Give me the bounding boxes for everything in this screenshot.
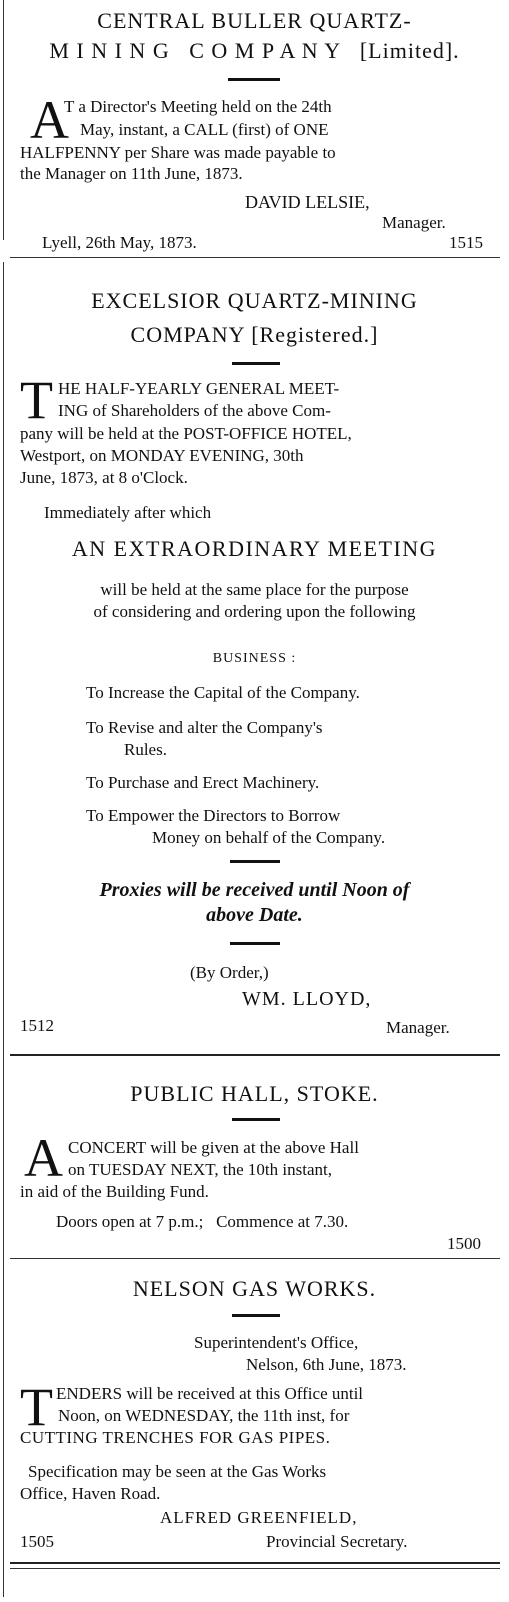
ad3-doors: Doors open at 7 p.m.; Commence at 7.30. [56,1212,349,1231]
ad2-dash-3 [230,942,280,945]
ad4-line3: CUTTING TRENCHES FOR GAS PIPES. [20,1428,331,1447]
ad1-signer: DAVID LELSIE, [245,192,370,212]
ad2-drop-cap: T [20,370,53,430]
ad2-dash-2 [230,860,280,863]
ad4-spec-line1: Specification may be seen at the Gas Works [28,1462,327,1481]
ad2-line2: ING of Shareholders of the above Com- [58,401,331,420]
ad4-title: NELSON GAS WORKS. [132,1276,377,1301]
ad2-item-3: To Purchase and Erect Machinery. [86,773,320,792]
ad3-line2: on TUESDAY NEXT, the 10th instant, [68,1160,332,1179]
separator-1 [10,257,500,258]
ad2-line4: Westport, on MONDAY EVENING, 30th [20,446,304,465]
ad1-number: 1515 [449,233,483,252]
ad2-line5: June, 1873, at 8 o'Clock. [20,468,188,487]
ad2-item-2-cont: Rules. [124,740,167,759]
margin-rule-bottom [3,262,4,1597]
ad1-signer-title: Manager. [382,213,446,232]
ad1-place-date: Lyell, 26th May, 1873. [42,233,197,252]
ad1-title-line2: M I N I N G C O M P A N Y [Limited]. [49,38,460,63]
ad2-title-line1: EXCELSIOR QUARTZ-MINING [91,288,418,313]
ad2-extra-line2: of considering and ordering upon the following [93,602,416,621]
ad4-office-line1: Superintendent's Office, [194,1333,359,1352]
ad2-signer-title: Manager. [386,1018,450,1037]
ad2-after: Immediately after which [44,503,212,522]
ad2-extra-line1: will be held at the same place for the purpose [100,580,409,599]
margin-rule-top [3,0,4,240]
ad2-business-label: BUSINESS : [212,651,297,666]
ad4-office-line2: Nelson, 6th June, 1873. [246,1355,407,1374]
ad2-item-2: To Revise and alter the Company's [86,718,323,737]
ad1-title-line1: CENTRAL BULLER QUARTZ- [97,8,412,33]
ad1-line4: the Manager on 11th June, 1873. [20,164,243,183]
separator-bottom-2 [10,1568,500,1569]
ad4-title-dash [232,1314,280,1317]
ad4-signer: ALFRED GREENFIELD, [160,1508,358,1527]
ad1-drop-cap: A [30,90,69,150]
ad2-item-1: To Increase the Capital of the Company. [86,683,360,702]
ad3-line3: in aid of the Building Fund. [20,1182,209,1201]
ad2-item-4-cont: Money on behalf of the Company. [152,828,386,847]
ad4-line1: ENDERS will be received at this Office until [56,1384,364,1403]
ad2-by-order: (By Order,) [190,963,269,982]
ad3-line1: CONCERT will be given at the above Hall [68,1138,359,1157]
ad3-title-dash [232,1118,280,1121]
ad2-extra-title: AN EXTRAORDINARY MEETING [71,536,438,561]
ad2-line1: HE HALF-YEARLY GENERAL MEET- [58,379,340,398]
ad3-number: 1500 [447,1234,481,1253]
separator-2 [10,1054,500,1056]
ad4-spec-line2: Office, Haven Road. [20,1484,161,1503]
ad4-signer-title: Provincial Secretary. [266,1532,408,1551]
ad1-line3: HALFPENNY per Share was made payable to [20,143,336,162]
ad4-number: 1505 [20,1532,54,1551]
ad2-item-4: To Empower the Directors to Borrow [86,806,341,825]
ad2-signer: WM. LLOYD, [242,988,372,1010]
ad2-proxies-line1: Proxies will be received until Noon of [99,879,410,901]
ad2-title-line2: COMPANY [Registered.] [130,322,379,347]
ad1-title-dash [228,78,280,81]
ad3-title: PUBLIC HALL, STOKE. [130,1081,379,1106]
ad2-line3: pany will be held at the POST-OFFICE HOTEL, [20,424,352,443]
ad4-line2: Noon, on WEDNESDAY, the 11th inst, for [58,1406,350,1425]
separator-bottom-1 [10,1562,500,1564]
ad1-line1: T a Director's Meeting held on the 24th [64,97,332,116]
separator-3 [10,1258,500,1259]
ad1-line2: May, instant, a CALL (first) of ONE [80,120,329,139]
ad3-drop-cap: A [24,1128,63,1188]
ad2-proxies-line2: above Date. [206,904,303,926]
ad4-drop-cap: T [20,1377,53,1437]
ad2-title-dash [232,362,280,365]
ad2-number: 1512 [20,1016,54,1035]
